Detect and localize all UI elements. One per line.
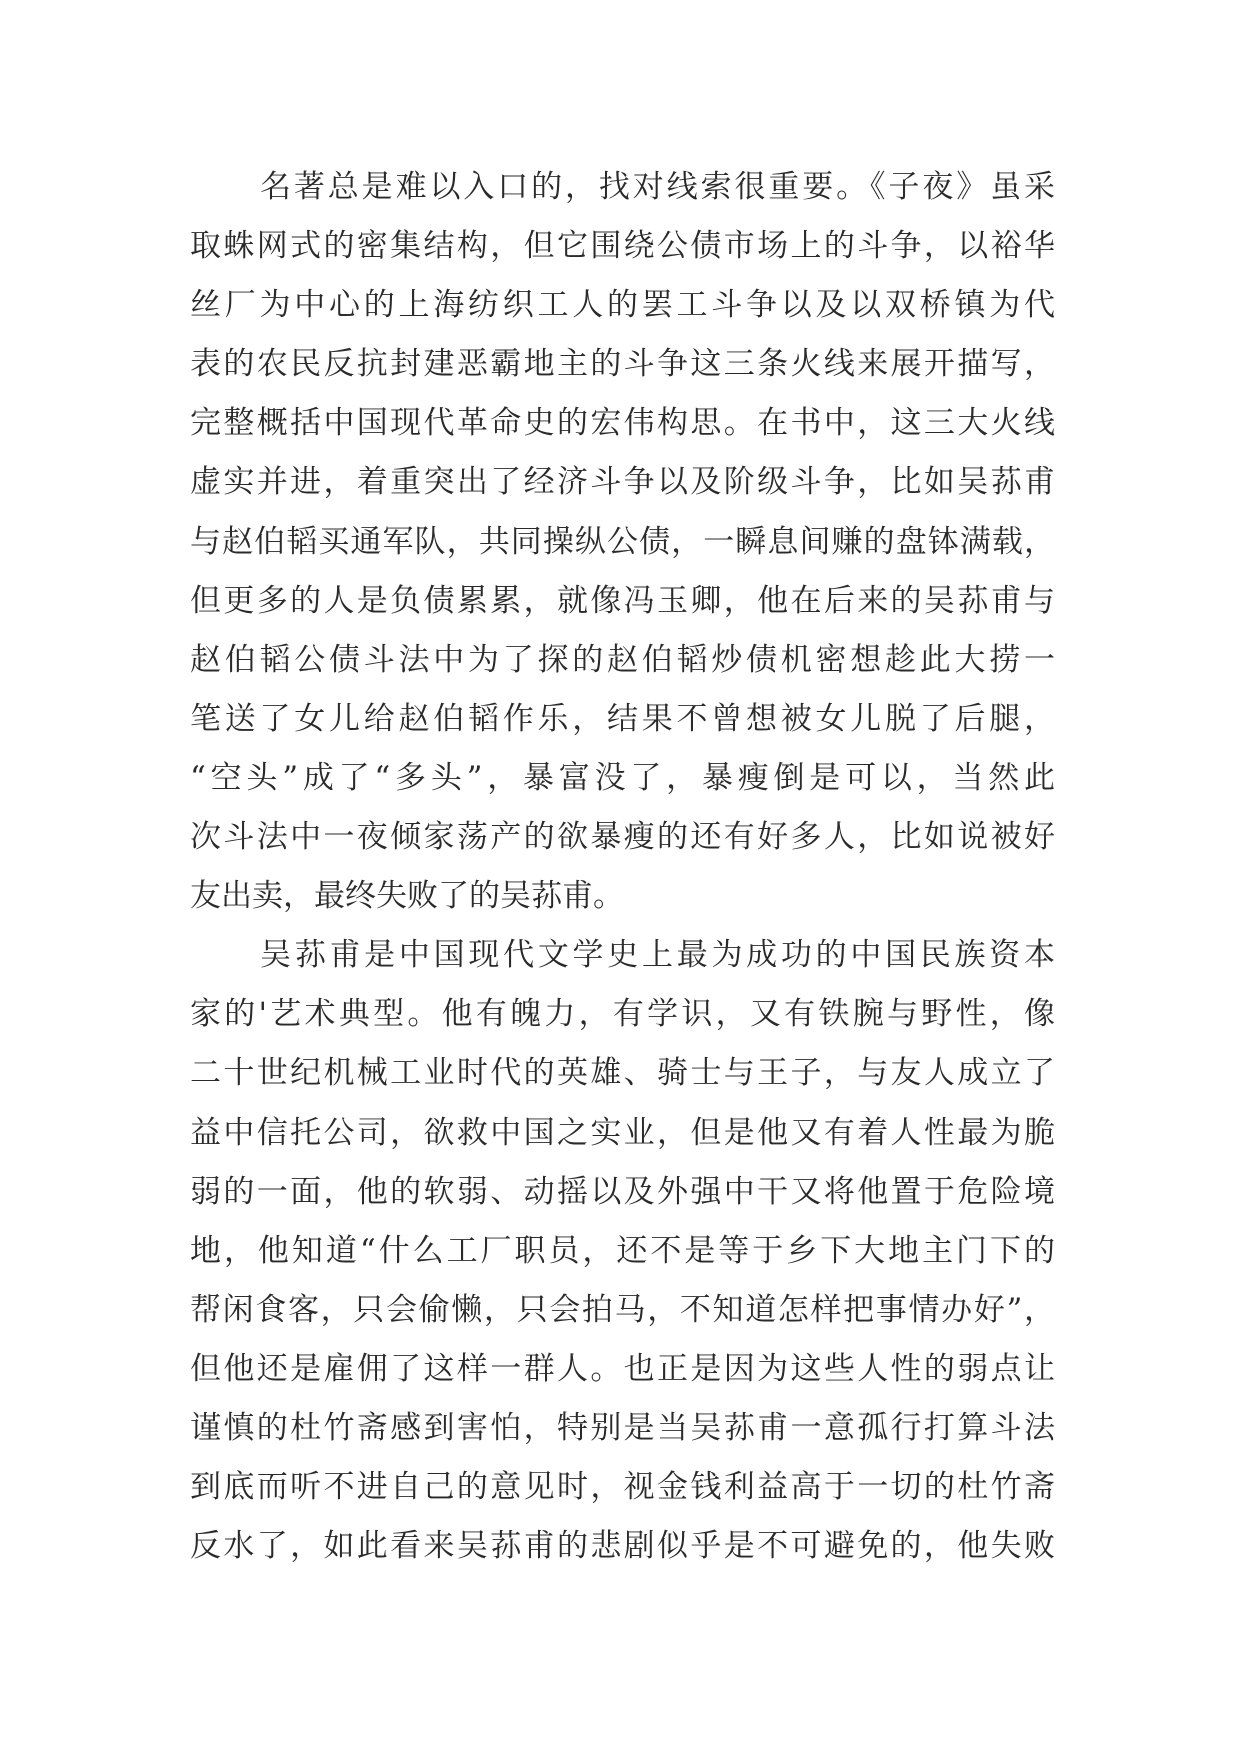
- text-line: 地，他知道“什么工厂职员，还不是等于乡下大地主门下的: [190, 1232, 1055, 1269]
- text-line: 与赵伯韬买通军队，共同操纵公债，一瞬息间赚的盘钵满载，: [190, 523, 1055, 560]
- paragraph-1: [190, 158, 1055, 926]
- text-line: 赵伯韬公债斗法中为了探的赵伯韬炒债机密想趁此大捞一: [190, 641, 1055, 678]
- text-line: 吴荪甫是中国现代文学史上最为成功的中国民族资本: [260, 937, 1055, 974]
- text-line: 取蛛网式的密集结构，但它围绕公债市场上的斗争，以裕华: [190, 228, 1055, 265]
- text-line: 表的农民反抗封建恶霸地主的斗争这三条火线来展开描写，: [190, 346, 1055, 383]
- text-line: 谨慎的杜竹斋感到害怕，特别是当吴荪甫一意孤行打算斗法: [190, 1409, 1055, 1446]
- text-line: 名著总是难以入口的，找对线索很重要。《子夜》虽采: [260, 169, 1055, 205]
- text-line: 到底而听不进自己的意见时，视金钱利益高于一切的杜竹斋: [190, 1469, 1055, 1506]
- text-line: 反水了，如此看来吴荪甫的悲剧似乎是不可避免的，他失败: [190, 1528, 1055, 1565]
- text-line: 弱的一面，他的软弱、动摇以及外强中干又将他置于危险境: [190, 1173, 1055, 1210]
- text-line: 但他还是雇佣了这样一群人。也正是因为这些人性的弱点让: [190, 1350, 1055, 1387]
- text-line: 帮闲食客，只会偷懒，只会拍马，不知道怎样把事情办好”，: [190, 1291, 1055, 1328]
- text-line: 益中信托公司，欲救中国之实业，但是他又有着人性最为脆: [190, 1114, 1055, 1151]
- text-line: 完整概括中国现代革命史的宏伟构思。在书中，这三大火线: [190, 405, 1055, 442]
- text-line: 次斗法中一夜倾家荡产的欲暴瘦的还有好多人，比如说被好: [190, 819, 1055, 856]
- text-line: 笔送了女儿给赵伯韬作乐，结果不曾想被女儿脱了后腿，: [190, 700, 1055, 737]
- document-body: [190, 158, 1055, 1576]
- text-line: 丝厂为中心的上海纺织工人的罢工斗争以及以双桥镇为代: [190, 287, 1055, 324]
- text-line: 二十世纪机械工业时代的英雄、骑士与王子，与友人成立了: [190, 1055, 1055, 1092]
- text-line: 友出卖，最终失败了的吴荪甫。: [190, 878, 624, 915]
- text-line: 虚实并进，着重突出了经济斗争以及阶级斗争，比如吴荪甫: [190, 464, 1055, 501]
- text-line: 但更多的人是负债累累，就像冯玉卿，他在后来的吴荪甫与: [190, 582, 1055, 619]
- paragraph-2: [190, 926, 1055, 1576]
- text-line: 家的'艺术典型。他有魄力，有学识，又有铁腕与野性，像: [190, 996, 1055, 1033]
- text-line: “空头”成了“多头”，暴富没了，暴瘦倒是可以，当然此: [190, 759, 1055, 796]
